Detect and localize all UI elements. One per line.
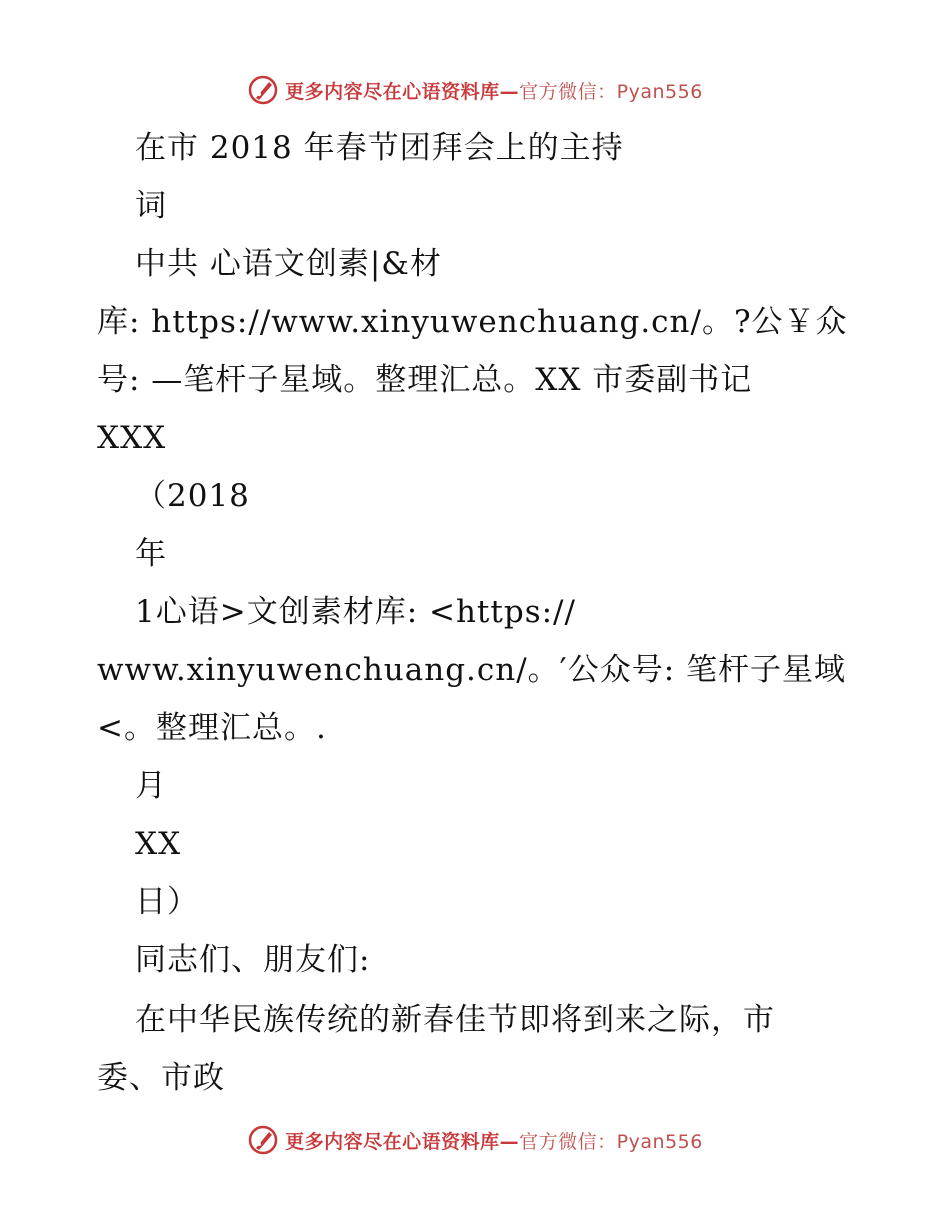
- text-line: 中共 心语文创素|&材: [135, 246, 442, 282]
- text-line: 号: —笔杆子星域。整理汇总。XX 市委副书记: [97, 362, 753, 398]
- footer-banner: [0, 1120, 950, 1160]
- banner-text: 更多内容尽在心语资料库—官方微信：Pyan556: [285, 1130, 703, 1153]
- text-line: 月: [135, 768, 167, 804]
- text-line: 年: [135, 536, 167, 572]
- text-line: XX: [135, 826, 182, 862]
- text-line: 在中华民族传统的新春佳节即将到来之际，市: [135, 1002, 775, 1038]
- text-line: （2018: [135, 478, 250, 514]
- text-line: www.xinyuwenchuang.cn/。′公众号: 笔杆子星域: [97, 652, 847, 688]
- greeting: 同志们、朋友们:: [135, 942, 371, 978]
- quill-circle-icon: [247, 1124, 279, 1156]
- banner-text: 更多内容尽在心语资料库—官方微信：Pyan556: [285, 80, 703, 103]
- text-line: XXX: [97, 420, 167, 456]
- header-banner: [0, 70, 950, 110]
- text-line: <。整理汇总。.: [97, 710, 327, 746]
- text-line: 委、市政: [97, 1060, 225, 1096]
- text-line: 1心语>文创素材库: <https://: [135, 594, 576, 630]
- title-line-2: 词: [135, 188, 167, 224]
- text-line: 库: https://www.xinyuwenchuang.cn/。?公￥众: [97, 304, 848, 340]
- title-line-1: 在市 2018 年春节团拜会上的主持: [135, 130, 624, 166]
- text-line: 日）: [135, 884, 199, 920]
- quill-circle-icon: [247, 74, 279, 106]
